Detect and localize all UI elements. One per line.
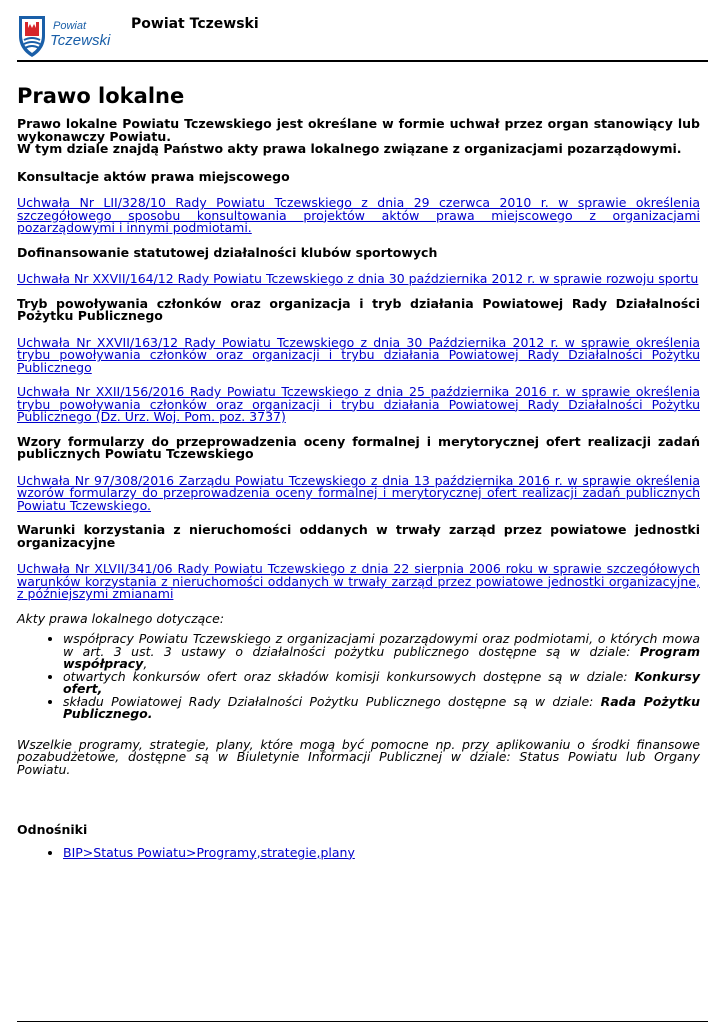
section-heading: Wzory formularzy do przeprowadzenia oceny formalnej i merytorycznej ofert realizacji zadań publicznych Powiatu Tczewskiego [17, 433, 700, 461]
akty-intro: Akty prawa lokalnego dotyczące: [17, 610, 225, 626]
odnosniki-heading: Odnośniki [17, 822, 88, 837]
document-link[interactable]: Uchwała Nr LII/328/10 Rady Powiatu Tczewskiego z dnia 29 czerwca 2010 r. w sprawie określenia szczegółowego sposobu konsultowania projektów aktów prawa miejscowego z organizacjami pozarządowymi i innymi podmiotami. [17, 195, 700, 235]
section-heading: Dofinansowanie statutowej działalności klubów sportowych [17, 244, 438, 260]
logo-text-tczewski: Tczewski [50, 32, 111, 49]
item-text: składu Powiatowej Rady Działalności Pożytku Publicznego dostępne są w dziale: [63, 693, 601, 709]
item-section-name: Konkursy ofert, [63, 668, 700, 696]
list-item [63, 693, 701, 721]
footer-divider [17, 1021, 708, 1022]
document-link[interactable]: Uchwała Nr XXVII/163/12 Rady Powiatu Tczewskiego z dnia 30 Października 2012 r. w sprawie określenia trybu powoływania członków oraz organizacji i trybu działania Powiatowej Rady Działalności Pożytku Publicznego [17, 334, 700, 375]
page-header [17, 12, 708, 60]
section-dofinansowanie [17, 244, 700, 286]
header-divider [17, 60, 708, 62]
item-section-name: Program współpracy [63, 643, 700, 671]
powiat-tczewski-logo[interactable] [17, 14, 112, 58]
document-link[interactable]: Uchwała Nr XXII/156/2016 Rady Powiatu Tczewskiego z dnia 25 października 2016 r. w sprawie określenia trybu powoływania członków oraz organizacji i trybu działania Powiatowej Rady Działalności Pożytku Publicznego (Dz. Urz. Woj. Pom. poz. 3737) [17, 384, 700, 424]
document-link[interactable]: Uchwała Nr 97/308/2016 Zarządu Powiatu Tczewskiego z dnia 13 października 2016 r. w sprawie określenia wzorów formularzy do przeprowadzenia oceny formalnej i merytorycznej ofert realizacji zadań publicznych Powiatu Tczewskiego. [17, 472, 700, 513]
list-item [63, 668, 700, 696]
akty-closing: Wszelkie programy, strategie, plany, które mogą być pomocne np. przy aplikowaniu o środki finansowe pozabudżetowe, dostępne są w Biuletynie Informacji Publicznej w dziale: Status Powiatu lub Organy Powiatu. [17, 736, 700, 777]
section-warunki-korzystania [17, 524, 700, 601]
document-link[interactable]: Uchwała Nr XXVII/164/12 Rady Powiatu Tczewskiego z dnia 30 października 2012 r. w sprawie rozwoju sportu [17, 271, 699, 286]
section-heading: Warunki korzystania z nieruchomości oddanych w trwały zarząd przez powiatowe jednostki organizacyjne [17, 522, 700, 550]
list-item [63, 844, 700, 860]
section-heading: Konsultacje aktów prawa miejscowego [17, 168, 290, 184]
section-heading: Tryb powoływania członków oraz organizacja i tryb działania Powiatowej Rady Działalności Pożytku Publicznego [17, 295, 700, 323]
main-content [17, 84, 700, 859]
item-suffix: , [143, 656, 148, 671]
item-text: współpracy Powiatu Tczewskiego z organizacjami pozarządowymi oraz podmiotami, o których mowa w art. 3 ust. 3 ustawy o działalności pożytku publicznego dostępne są w dziale: [63, 631, 700, 659]
intro-line: W tym dziale znajdą Państwo akty prawa lokalnego związane z organizacjami pozarządowymi. [17, 141, 682, 156]
list-item [63, 633, 700, 671]
intro-text [17, 118, 700, 156]
odnosniki-list [17, 844, 700, 860]
item-text: otwartych konkursów ofert oraz składów komisji konkursowych dostępne są w dziale: [63, 668, 635, 684]
site-title: Powiat Tczewski [131, 16, 259, 32]
item-section-name: Rada Pożytku Publicznego. [63, 693, 701, 721]
akty-list [17, 633, 700, 721]
section-tryb-powolywania [17, 295, 700, 424]
document-link[interactable]: Uchwała Nr XLVII/341/06 Rady Powiatu Tczewskiego z dnia 22 sierpnia 2006 roku w sprawie szczegółowych warunków korzystania z nieruchomości oddanych w trwały zarząd przez powiatowe jednostki organizacyjne, z późniejszymi zmianami [17, 561, 700, 601]
bip-link[interactable]: BIP>Status Powiatu>Programy,strategie,plany [63, 844, 355, 860]
intro-line: Prawo lokalne Powiatu Tczewskiego jest określane w formie uchwał przez organ stanowiący lub wykonawczy Powiatu. [17, 116, 700, 144]
section-wzory-formularzy [17, 433, 700, 513]
section-konsultacje [17, 168, 700, 235]
page-title: Prawo lokalne [17, 84, 185, 108]
logo-text-powiat: Powiat [53, 20, 87, 32]
